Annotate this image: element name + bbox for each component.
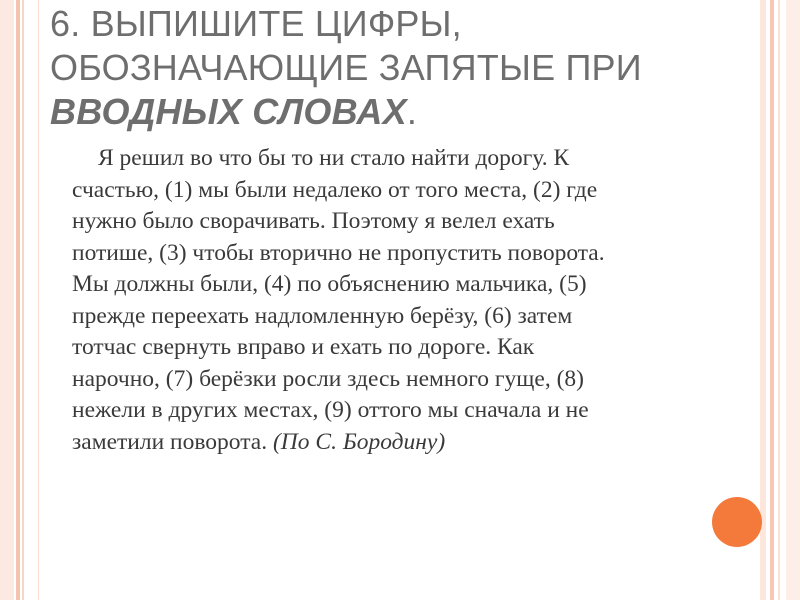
text-line: нарочно, (7) берёзки росли здесь немного гуще, (8) <box>72 365 584 392</box>
text-line <box>72 427 712 459</box>
title-line-3 <box>50 90 750 134</box>
decorative-stripe-left <box>38 0 39 600</box>
decorative-stripe-right <box>778 0 780 600</box>
text-line: Мы должны были, (4) по объяснению мальчика, (5) <box>72 271 587 297</box>
text-line-content: заметили поворота. <box>72 428 268 455</box>
title-line-1: 6. ВЫПИШИТЕ ЦИФРЫ, <box>50 3 462 44</box>
decorative-stripe-right <box>786 0 800 600</box>
source-attribution: (По С. Бородину) <box>272 428 446 455</box>
text-line: тотчас свернуть вправо и ехать по дороге. Как <box>72 334 535 360</box>
text-line: нежели в других местах, (9) оттого мы сначала и не <box>72 397 589 423</box>
exercise-text <box>72 143 712 458</box>
decorative-stripe-left <box>16 0 20 600</box>
title-end: . <box>406 91 418 132</box>
decorative-stripe-left <box>22 0 24 600</box>
decorative-stripe-right <box>760 0 766 600</box>
title-line-2: ОБОЗНАЧАЮЩИЕ ЗАПЯТЫЕ ПРИ <box>50 47 642 88</box>
slide-title <box>50 2 750 134</box>
text-line: счастью, (1) мы были недалеко от того места, (2) где <box>72 176 598 203</box>
text-line: потише, (3) чтобы вторично не пропустить поворота. <box>72 239 605 266</box>
text-line <box>72 143 712 175</box>
decorative-orange-circle <box>712 497 762 547</box>
text-line: прежде переехать надломленную берёзу, (6) затем <box>72 302 573 329</box>
title-emphasis: ВВОДНЫХ СЛОВАХ <box>50 91 407 132</box>
decorative-stripe-right <box>770 0 774 600</box>
decorative-stripe-left <box>0 0 14 600</box>
text-line-content: Я решил во что бы то ни стало найти дорогу. К <box>98 145 570 171</box>
text-line: нужно было сворачивать. Поэтому я велел ехать <box>72 208 555 234</box>
